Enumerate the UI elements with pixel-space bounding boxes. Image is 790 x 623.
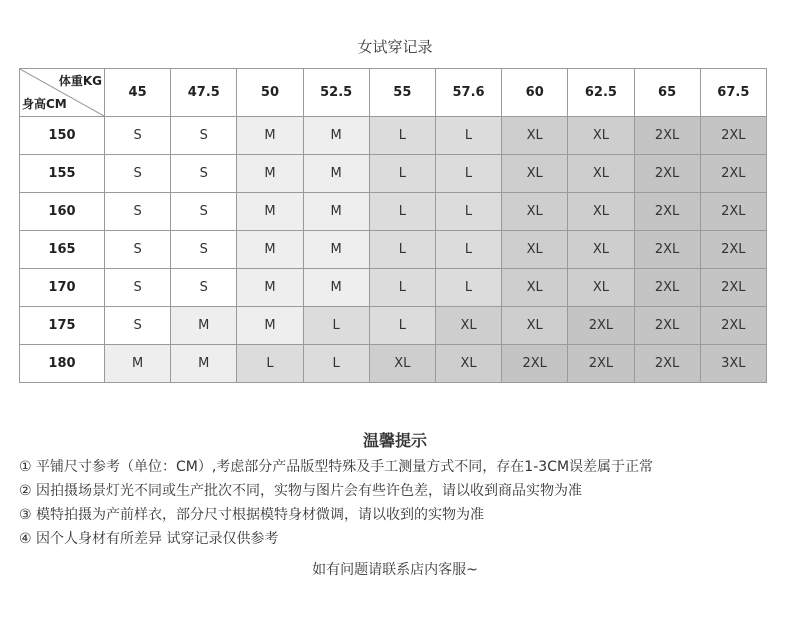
height-cell: 170 bbox=[20, 269, 105, 307]
size-cell: L bbox=[369, 193, 435, 231]
size-cell: S bbox=[171, 193, 237, 231]
tip-item: ④ 因个人身材有所差异 试穿记录仅供参考 bbox=[19, 531, 279, 547]
size-cell: M bbox=[105, 345, 171, 383]
table-row bbox=[20, 117, 767, 155]
size-cell: 2XL bbox=[700, 269, 766, 307]
size-cell: 2XL bbox=[700, 117, 766, 155]
weight-header-row bbox=[20, 69, 767, 117]
size-cell: L bbox=[369, 155, 435, 193]
size-table-body bbox=[20, 117, 767, 383]
size-cell: L bbox=[435, 193, 501, 231]
size-cell: L bbox=[435, 117, 501, 155]
size-cell: L bbox=[369, 269, 435, 307]
height-cell: 180 bbox=[20, 345, 105, 383]
table-row bbox=[20, 193, 767, 231]
size-cell: L bbox=[303, 307, 369, 345]
size-cell: M bbox=[171, 345, 237, 383]
size-cell: M bbox=[303, 269, 369, 307]
tip-item: ① 平铺尺寸参考（单位：CM）,考虑部分产品版型特殊及手工测量方式不同，存在1-3CM误差属于正常 bbox=[19, 459, 654, 475]
size-cell: 2XL bbox=[568, 345, 634, 383]
weight-header-cell: 67.5 bbox=[700, 69, 766, 117]
size-cell: S bbox=[105, 269, 171, 307]
size-cell: XL bbox=[502, 193, 568, 231]
contact-note: 如有问题请联系店内客服~ bbox=[312, 562, 478, 578]
weight-header-cell: 45 bbox=[105, 69, 171, 117]
size-cell: S bbox=[171, 269, 237, 307]
size-cell: L bbox=[435, 269, 501, 307]
height-cell: 150 bbox=[20, 117, 105, 155]
size-cell: 2XL bbox=[700, 231, 766, 269]
size-cell: XL bbox=[568, 117, 634, 155]
weight-header-cell: 47.5 bbox=[171, 69, 237, 117]
size-cell: M bbox=[171, 307, 237, 345]
size-cell: 3XL bbox=[700, 345, 766, 383]
size-cell: M bbox=[237, 155, 303, 193]
table-row bbox=[20, 345, 767, 383]
size-cell: 2XL bbox=[634, 269, 700, 307]
size-cell: XL bbox=[502, 155, 568, 193]
size-cell: XL bbox=[502, 231, 568, 269]
size-cell: S bbox=[171, 117, 237, 155]
size-cell: XL bbox=[435, 307, 501, 345]
size-cell: L bbox=[435, 231, 501, 269]
size-cell: 2XL bbox=[502, 345, 568, 383]
size-cell: S bbox=[105, 307, 171, 345]
height-axis-label: 身高CM bbox=[22, 97, 67, 111]
size-cell: XL bbox=[435, 345, 501, 383]
size-cell: XL bbox=[568, 155, 634, 193]
size-cell: S bbox=[105, 117, 171, 155]
tips-title: 温馨提示 bbox=[362, 431, 427, 450]
size-cell: 2XL bbox=[634, 155, 700, 193]
weight-header-cell: 52.5 bbox=[303, 69, 369, 117]
height-cell: 165 bbox=[20, 231, 105, 269]
size-cell: M bbox=[303, 117, 369, 155]
size-cell: 2XL bbox=[634, 307, 700, 345]
weight-header-cell: 60 bbox=[502, 69, 568, 117]
tip-item: ③ 模特拍摄为产前样衣，部分尺寸根据模特身材微调，请以收到的实物为准 bbox=[19, 507, 484, 523]
size-cell: 2XL bbox=[568, 307, 634, 345]
size-cell: 2XL bbox=[634, 193, 700, 231]
size-cell: M bbox=[237, 307, 303, 345]
size-cell: L bbox=[435, 155, 501, 193]
size-cell: L bbox=[237, 345, 303, 383]
size-cell: L bbox=[303, 345, 369, 383]
size-cell: M bbox=[237, 117, 303, 155]
height-cell: 155 bbox=[20, 155, 105, 193]
weight-header-cell: 65 bbox=[634, 69, 700, 117]
size-cell: S bbox=[105, 193, 171, 231]
weight-header-cell: 57.6 bbox=[435, 69, 501, 117]
size-cell: M bbox=[303, 231, 369, 269]
weight-header-cell: 50 bbox=[237, 69, 303, 117]
size-cell: L bbox=[369, 117, 435, 155]
table-row bbox=[20, 307, 767, 345]
size-cell: XL bbox=[502, 307, 568, 345]
size-cell: L bbox=[369, 307, 435, 345]
weight-header-cell: 62.5 bbox=[568, 69, 634, 117]
size-cell: S bbox=[171, 231, 237, 269]
size-cell: XL bbox=[369, 345, 435, 383]
size-cell: L bbox=[369, 231, 435, 269]
height-cell: 175 bbox=[20, 307, 105, 345]
table-corner-cell bbox=[20, 69, 105, 117]
size-cell: 2XL bbox=[700, 193, 766, 231]
table-row bbox=[20, 231, 767, 269]
size-cell: S bbox=[105, 231, 171, 269]
size-cell: XL bbox=[568, 193, 634, 231]
size-cell: 2XL bbox=[634, 117, 700, 155]
tip-item: ② 因拍摄场景灯光不同或生产批次不同，实物与图片会有些许色差，请以收到商品实物为准 bbox=[19, 483, 582, 499]
table-row bbox=[20, 155, 767, 193]
size-cell: M bbox=[237, 193, 303, 231]
size-cell: XL bbox=[502, 269, 568, 307]
size-cell: M bbox=[237, 231, 303, 269]
weight-header-cell: 55 bbox=[369, 69, 435, 117]
size-cell: XL bbox=[568, 231, 634, 269]
size-chart-table bbox=[19, 68, 767, 383]
size-cell: M bbox=[303, 193, 369, 231]
size-cell: 2XL bbox=[634, 231, 700, 269]
page-title: 女试穿记录 bbox=[357, 38, 433, 56]
size-cell: M bbox=[237, 269, 303, 307]
size-cell: 2XL bbox=[634, 345, 700, 383]
size-cell: M bbox=[303, 155, 369, 193]
weight-axis-label: 体重KG bbox=[58, 74, 102, 88]
tips-list bbox=[19, 455, 653, 551]
size-cell: XL bbox=[568, 269, 634, 307]
size-cell: 2XL bbox=[700, 307, 766, 345]
size-cell: S bbox=[171, 155, 237, 193]
size-cell: 2XL bbox=[700, 155, 766, 193]
height-cell: 160 bbox=[20, 193, 105, 231]
size-cell: S bbox=[105, 155, 171, 193]
size-cell: XL bbox=[502, 117, 568, 155]
table-row bbox=[20, 269, 767, 307]
